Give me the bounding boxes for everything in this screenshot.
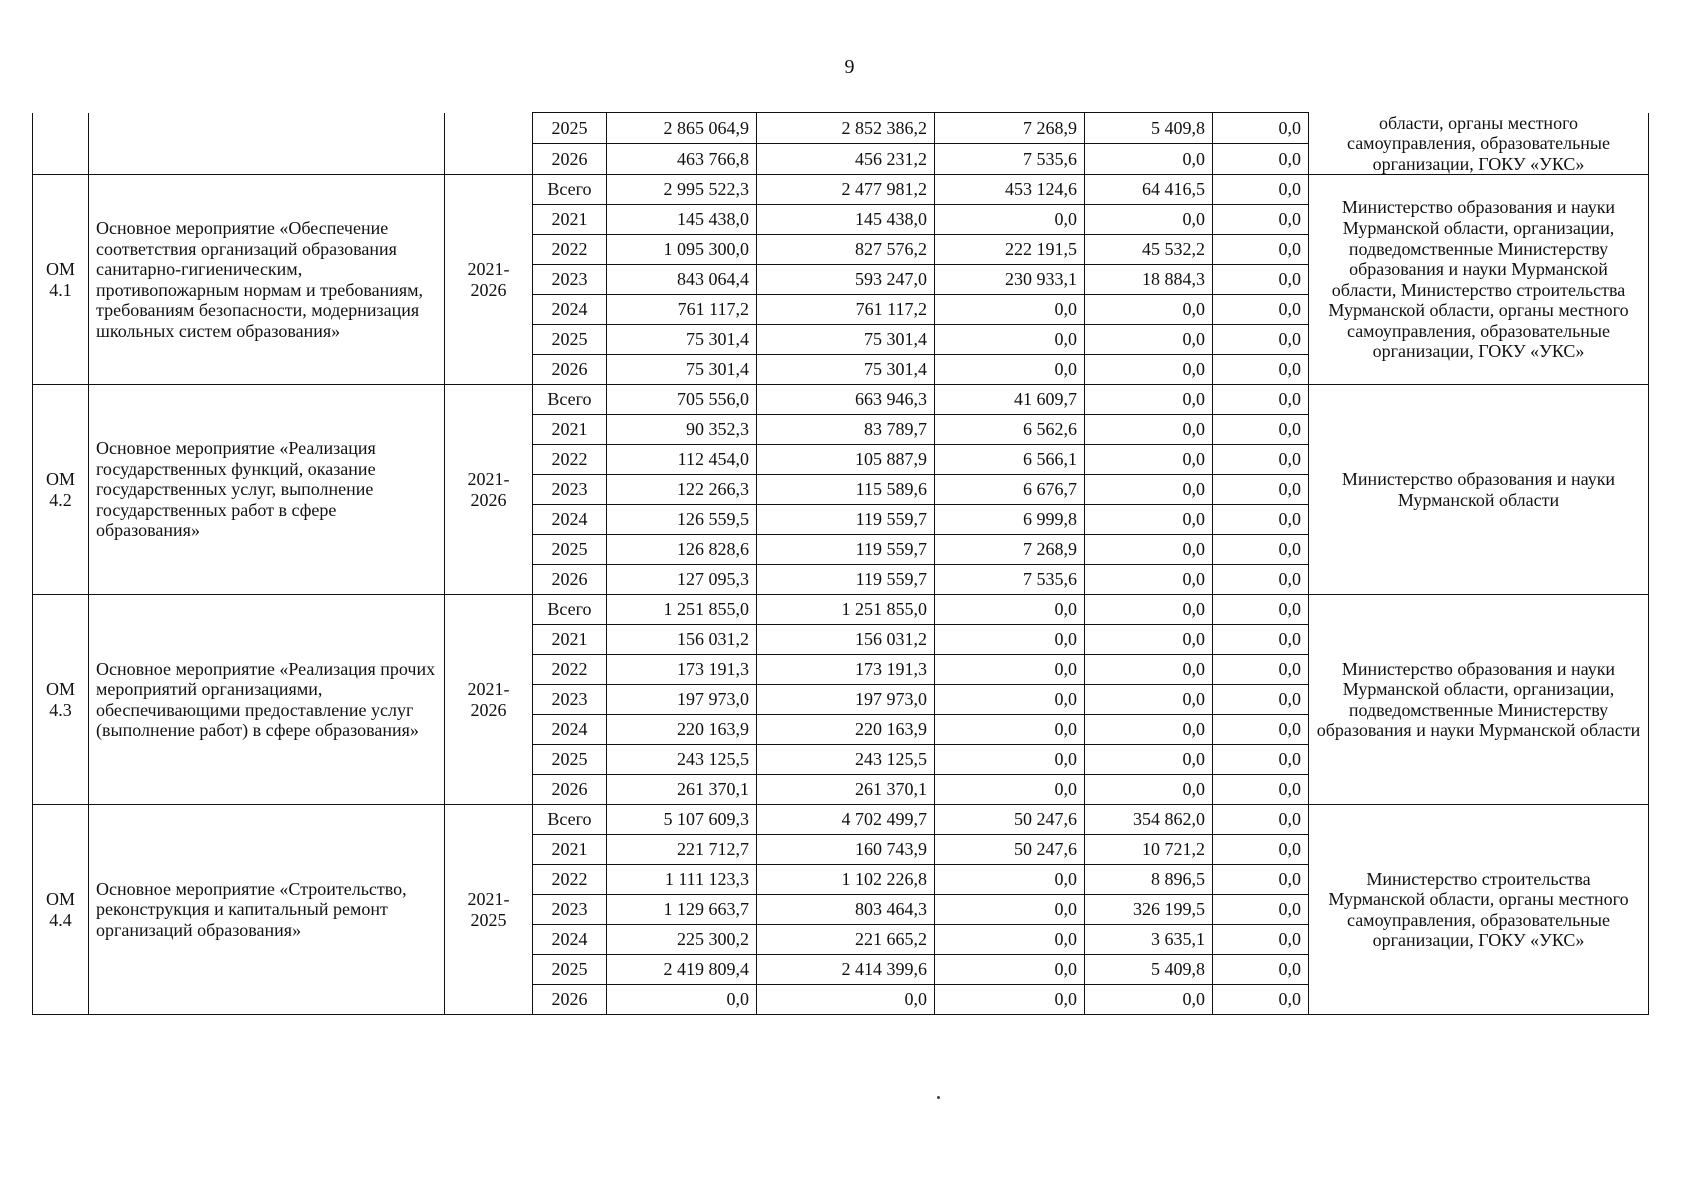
federal-budget-value: 0,0 <box>935 325 1085 355</box>
total-value: 90 352,3 <box>607 415 757 445</box>
local-budget-value: 0,0 <box>1085 565 1213 595</box>
continuation-period-cell <box>445 113 533 175</box>
other-sources-value: 0,0 <box>1213 895 1309 925</box>
other-sources-value: 0,0 <box>1213 985 1309 1015</box>
local-budget-value: 0,0 <box>1085 685 1213 715</box>
year-cell: Всего <box>533 385 607 415</box>
total-value: 843 064,4 <box>607 265 757 295</box>
total-value: 1 129 663,7 <box>607 895 757 925</box>
local-budget-value: 0,0 <box>1085 325 1213 355</box>
total-value: 0,0 <box>607 985 757 1015</box>
year-cell: Всего <box>533 175 607 205</box>
year-cell: 2023 <box>533 685 607 715</box>
total-value: 1 111 123,3 <box>607 865 757 895</box>
local-budget-value: 10 721,2 <box>1085 835 1213 865</box>
other-sources-value: 0,0 <box>1213 445 1309 475</box>
activity-name: Основное мероприятие «Обеспечение соответствия организаций образования санитарно-гигиеническим, противопожарным нормам и требованиям, требованиям безопасности, модернизация школьных систем образования» <box>89 175 445 385</box>
local-budget-value: 0,0 <box>1085 475 1213 505</box>
other-sources-value: 0,0 <box>1213 113 1309 144</box>
local-budget-value: 0,0 <box>1085 775 1213 805</box>
local-budget-value: 0,0 <box>1085 985 1213 1015</box>
activity-period: 2021-2026 <box>445 595 533 805</box>
other-sources-value: 0,0 <box>1213 595 1309 625</box>
federal-budget-value: 0,0 <box>935 925 1085 955</box>
year-cell: Всего <box>533 805 607 835</box>
federal-budget-value: 50 247,6 <box>935 835 1085 865</box>
table-row <box>33 805 1649 835</box>
year-cell: 2022 <box>533 655 607 685</box>
federal-budget-value: 6 566,1 <box>935 445 1085 475</box>
local-budget-value: 8 896,5 <box>1085 865 1213 895</box>
federal-budget-value: 7 268,9 <box>935 535 1085 565</box>
year-cell: 2021 <box>533 205 607 235</box>
year-cell: 2025 <box>533 113 607 144</box>
regional-budget-value: 75 301,4 <box>757 325 935 355</box>
local-budget-value: 0,0 <box>1085 415 1213 445</box>
local-budget-value: 45 532,2 <box>1085 235 1213 265</box>
year-cell: 2025 <box>533 745 607 775</box>
other-sources-value: 0,0 <box>1213 565 1309 595</box>
local-budget-value: 0,0 <box>1085 205 1213 235</box>
other-sources-value: 0,0 <box>1213 235 1309 265</box>
total-value: 243 125,5 <box>607 745 757 775</box>
regional-budget-value: 4 702 499,7 <box>757 805 935 835</box>
activity-code: ОМ 4.1 <box>33 175 89 385</box>
local-budget-value: 0,0 <box>1085 595 1213 625</box>
year-cell: 2025 <box>533 535 607 565</box>
federal-budget-value: 0,0 <box>935 685 1085 715</box>
local-budget-value: 0,0 <box>1085 445 1213 475</box>
federal-budget-value: 453 124,6 <box>935 175 1085 205</box>
other-sources-value: 0,0 <box>1213 205 1309 235</box>
federal-budget-value: 41 609,7 <box>935 385 1085 415</box>
other-sources-value: 0,0 <box>1213 625 1309 655</box>
regional-budget-value: 243 125,5 <box>757 745 935 775</box>
other-sources-value: 0,0 <box>1213 745 1309 775</box>
federal-budget-value: 0,0 <box>935 955 1085 985</box>
total-value: 463 766,8 <box>607 144 757 175</box>
year-cell: 2025 <box>533 325 607 355</box>
activity-code: ОМ 4.4 <box>33 805 89 1015</box>
local-budget-value: 0,0 <box>1085 295 1213 325</box>
federal-budget-value: 6 999,8 <box>935 505 1085 535</box>
regional-budget-value: 1 102 226,8 <box>757 865 935 895</box>
other-sources-value: 0,0 <box>1213 685 1309 715</box>
total-value: 112 454,0 <box>607 445 757 475</box>
federal-budget-value: 6 562,6 <box>935 415 1085 445</box>
year-cell: 2022 <box>533 235 607 265</box>
federal-budget-value: 0,0 <box>935 985 1085 1015</box>
total-value: 75 301,4 <box>607 325 757 355</box>
local-budget-value: 354 862,0 <box>1085 805 1213 835</box>
other-sources-value: 0,0 <box>1213 925 1309 955</box>
year-cell: Всего <box>533 595 607 625</box>
other-sources-value: 0,0 <box>1213 775 1309 805</box>
other-sources-value: 0,0 <box>1213 144 1309 175</box>
year-cell: 2024 <box>533 295 607 325</box>
total-value: 1 095 300,0 <box>607 235 757 265</box>
local-budget-value: 3 635,1 <box>1085 925 1213 955</box>
activity-executor: Министерство строительства Мурманской области, органы местного самоуправления, образовательные организации, ГОКУ «УКС» <box>1309 805 1649 1015</box>
activity-code: ОМ 4.3 <box>33 595 89 805</box>
year-cell: 2026 <box>533 565 607 595</box>
local-budget-value: 18 884,3 <box>1085 265 1213 295</box>
total-value: 126 559,5 <box>607 505 757 535</box>
year-cell: 2023 <box>533 265 607 295</box>
activity-executor: Министерство образования и науки Мурманской области, организации, подведомственные Министерству образования и науки Мурманской области, Министерство строительства Мурманской области, органы местного самоуправления, образовательные организации, ГОКУ «УКС» <box>1309 175 1649 385</box>
regional-budget-value: 456 231,2 <box>757 144 935 175</box>
federal-budget-value: 0,0 <box>935 355 1085 385</box>
year-cell: 2023 <box>533 475 607 505</box>
year-cell: 2022 <box>533 865 607 895</box>
federal-budget-value: 0,0 <box>935 775 1085 805</box>
regional-budget-value: 0,0 <box>757 985 935 1015</box>
other-sources-value: 0,0 <box>1213 955 1309 985</box>
total-value: 197 973,0 <box>607 685 757 715</box>
other-sources-value: 0,0 <box>1213 415 1309 445</box>
total-value: 75 301,4 <box>607 355 757 385</box>
local-budget-value: 0,0 <box>1085 385 1213 415</box>
total-value: 126 828,6 <box>607 535 757 565</box>
regional-budget-value: 2 414 399,6 <box>757 955 935 985</box>
other-sources-value: 0,0 <box>1213 715 1309 745</box>
table-row <box>33 113 1649 144</box>
regional-budget-value: 2 477 981,2 <box>757 175 935 205</box>
total-value: 145 438,0 <box>607 205 757 235</box>
federal-budget-value: 0,0 <box>935 745 1085 775</box>
regional-budget-value: 105 887,9 <box>757 445 935 475</box>
other-sources-value: 0,0 <box>1213 505 1309 535</box>
year-cell: 2025 <box>533 955 607 985</box>
regional-budget-value: 761 117,2 <box>757 295 935 325</box>
year-cell: 2022 <box>533 445 607 475</box>
activity-period: 2021-2026 <box>445 175 533 385</box>
local-budget-value: 0,0 <box>1085 535 1213 565</box>
federal-budget-value: 0,0 <box>935 205 1085 235</box>
activity-executor: Министерство образования и науки Мурманской области <box>1309 385 1649 595</box>
total-value: 1 251 855,0 <box>607 595 757 625</box>
continuation-name-cell <box>89 113 445 175</box>
other-sources-value: 0,0 <box>1213 535 1309 565</box>
federal-budget-value: 230 933,1 <box>935 265 1085 295</box>
local-budget-value: 0,0 <box>1085 355 1213 385</box>
total-value: 173 191,3 <box>607 655 757 685</box>
regional-budget-value: 119 559,7 <box>757 565 935 595</box>
total-value: 2 995 522,3 <box>607 175 757 205</box>
activity-period: 2021-2025 <box>445 805 533 1015</box>
total-value: 122 266,3 <box>607 475 757 505</box>
local-budget-value: 64 416,5 <box>1085 175 1213 205</box>
local-budget-value: 0,0 <box>1085 745 1213 775</box>
regional-budget-value: 173 191,3 <box>757 655 935 685</box>
local-budget-value: 0,0 <box>1085 655 1213 685</box>
regional-budget-value: 83 789,7 <box>757 415 935 445</box>
total-value: 220 163,9 <box>607 715 757 745</box>
activity-name: Основное мероприятие «Реализация прочих мероприятий организациями, обеспечивающими предоставление услуг (выполнение работ) в сфере образования» <box>89 595 445 805</box>
activity-period: 2021-2026 <box>445 385 533 595</box>
local-budget-value: 5 409,8 <box>1085 113 1213 144</box>
regional-budget-value: 593 247,0 <box>757 265 935 295</box>
regional-budget-value: 663 946,3 <box>757 385 935 415</box>
year-cell: 2024 <box>533 925 607 955</box>
table-row <box>33 385 1649 415</box>
local-budget-value: 0,0 <box>1085 715 1213 745</box>
funding-table <box>32 112 1649 1015</box>
total-value: 156 031,2 <box>607 625 757 655</box>
regional-budget-value: 221 665,2 <box>757 925 935 955</box>
total-value: 225 300,2 <box>607 925 757 955</box>
year-cell: 2026 <box>533 355 607 385</box>
local-budget-value: 0,0 <box>1085 625 1213 655</box>
regional-budget-value: 119 559,7 <box>757 535 935 565</box>
local-budget-value: 0,0 <box>1085 144 1213 175</box>
regional-budget-value: 261 370,1 <box>757 775 935 805</box>
total-value: 705 556,0 <box>607 385 757 415</box>
other-sources-value: 0,0 <box>1213 835 1309 865</box>
stray-dot <box>937 1096 940 1099</box>
regional-budget-value: 115 589,6 <box>757 475 935 505</box>
regional-budget-value: 160 743,9 <box>757 835 935 865</box>
page-number: 9 <box>844 56 855 78</box>
total-value: 761 117,2 <box>607 295 757 325</box>
regional-budget-value: 803 464,3 <box>757 895 935 925</box>
regional-budget-value: 1 251 855,0 <box>757 595 935 625</box>
federal-budget-value: 222 191,5 <box>935 235 1085 265</box>
federal-budget-value: 0,0 <box>935 295 1085 325</box>
federal-budget-value: 0,0 <box>935 715 1085 745</box>
federal-budget-value: 0,0 <box>935 655 1085 685</box>
other-sources-value: 0,0 <box>1213 265 1309 295</box>
year-cell: 2021 <box>533 625 607 655</box>
regional-budget-value: 156 031,2 <box>757 625 935 655</box>
year-cell: 2021 <box>533 835 607 865</box>
activity-name: Основное мероприятие «Строительство, реконструкция и капитальный ремонт организаций образования» <box>89 805 445 1015</box>
total-value: 2 865 064,9 <box>607 113 757 144</box>
federal-budget-value: 50 247,6 <box>935 805 1085 835</box>
year-cell: 2023 <box>533 895 607 925</box>
year-cell: 2026 <box>533 985 607 1015</box>
regional-budget-value: 75 301,4 <box>757 355 935 385</box>
local-budget-value: 326 199,5 <box>1085 895 1213 925</box>
total-value: 127 095,3 <box>607 565 757 595</box>
other-sources-value: 0,0 <box>1213 355 1309 385</box>
federal-budget-value: 0,0 <box>935 865 1085 895</box>
local-budget-value: 0,0 <box>1085 505 1213 535</box>
year-cell: 2024 <box>533 505 607 535</box>
other-sources-value: 0,0 <box>1213 385 1309 415</box>
other-sources-value: 0,0 <box>1213 475 1309 505</box>
local-budget-value: 5 409,8 <box>1085 955 1213 985</box>
total-value: 221 712,7 <box>607 835 757 865</box>
regional-budget-value: 220 163,9 <box>757 715 935 745</box>
regional-budget-value: 145 438,0 <box>757 205 935 235</box>
federal-budget-value: 0,0 <box>935 595 1085 625</box>
other-sources-value: 0,0 <box>1213 805 1309 835</box>
year-cell: 2024 <box>533 715 607 745</box>
other-sources-value: 0,0 <box>1213 175 1309 205</box>
executor-cell: области, органы местного самоуправления, образовательные организации, ГОКУ «УКС» <box>1309 113 1649 175</box>
continuation-code-cell <box>33 113 89 175</box>
federal-budget-value: 0,0 <box>935 625 1085 655</box>
federal-budget-value: 7 535,6 <box>935 565 1085 595</box>
total-value: 5 107 609,3 <box>607 805 757 835</box>
activity-executor: Министерство образования и науки Мурманской области, организации, подведомственные Министерству образования и науки Мурманской области <box>1309 595 1649 805</box>
year-cell: 2026 <box>533 144 607 175</box>
regional-budget-value: 827 576,2 <box>757 235 935 265</box>
year-cell: 2026 <box>533 775 607 805</box>
other-sources-value: 0,0 <box>1213 655 1309 685</box>
federal-budget-value: 7 535,6 <box>935 144 1085 175</box>
federal-budget-value: 0,0 <box>935 895 1085 925</box>
table-row <box>33 175 1649 205</box>
year-cell: 2021 <box>533 415 607 445</box>
regional-budget-value: 2 852 386,2 <box>757 113 935 144</box>
regional-budget-value: 197 973,0 <box>757 685 935 715</box>
other-sources-value: 0,0 <box>1213 865 1309 895</box>
federal-budget-value: 7 268,9 <box>935 113 1085 144</box>
total-value: 2 419 809,4 <box>607 955 757 985</box>
activity-code: ОМ 4.2 <box>33 385 89 595</box>
other-sources-value: 0,0 <box>1213 325 1309 355</box>
table-row <box>33 595 1649 625</box>
other-sources-value: 0,0 <box>1213 295 1309 325</box>
regional-budget-value: 119 559,7 <box>757 505 935 535</box>
total-value: 261 370,1 <box>607 775 757 805</box>
activity-name: Основное мероприятие «Реализация государственных функций, оказание государственных услуг, выполнение государственных работ в сфере образования» <box>89 385 445 595</box>
federal-budget-value: 6 676,7 <box>935 475 1085 505</box>
